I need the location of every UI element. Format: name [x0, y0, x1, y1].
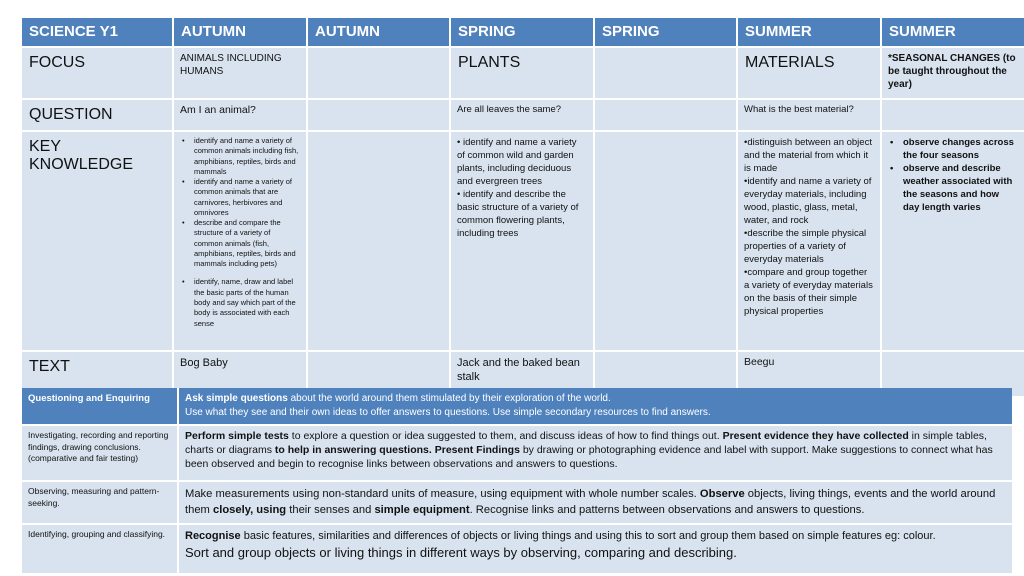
skill-obs-text: their senses and — [286, 504, 375, 517]
focus-spring-1: PLANTS — [451, 48, 593, 98]
knowledge-autumn-item: • identify and name a variety of common animals that are carnivores, herbivores and omnivores — [180, 177, 300, 218]
skill-inv-bold: Present Findings — [434, 444, 520, 457]
skill-label-investigating: Investigating, recording and reporting findings, drawing conclusions. (comparative and fair testing) — [22, 426, 177, 480]
skill-id-bold: Recognise — [185, 530, 241, 542]
key-knowledge-line-2: KNOWLEDGE — [29, 156, 134, 173]
knowledge-spring-2 — [595, 132, 736, 350]
skills-table — [22, 388, 1012, 571]
skill-text-investigating — [177, 426, 1012, 480]
skill-text-observing — [177, 482, 1012, 523]
knowledge-spring-1 — [451, 132, 593, 350]
skill-inv-text: to explore a question or idea suggested to them, and discuss ideas of how to find things out. — [288, 430, 723, 442]
skill-q-line2: Use what they see and their own ideas to offer answers to questions. Use simple secondary resources to find answers. — [185, 406, 711, 418]
skill-obs-bold: Observe — [699, 488, 745, 500]
skill-id-line2: Sort and group objects or living things in different ways by observing, comparing and describing. — [185, 545, 737, 561]
focus-summer-1: MATERIALS — [738, 48, 880, 98]
focus-summer-2: *SEASONAL CHANGES (to be taught throughout the year) — [882, 48, 1024, 98]
row-label-question: QUESTION — [22, 100, 172, 130]
header-summer-1: SUMMER — [738, 18, 880, 46]
row-label-focus: FOCUS — [22, 48, 172, 98]
skill-label-observing: Observing, measuring and pattern-seeking. — [22, 482, 177, 523]
knowledge-autumn-2 — [308, 132, 449, 350]
header-spring-1: SPRING — [451, 18, 593, 46]
question-spring-1: Are all leaves the same? — [451, 100, 593, 130]
text-spring-1: Jack and the baked bean stalk — [451, 352, 593, 396]
header-title: SCIENCE Y1 — [22, 18, 172, 46]
header-autumn-2: AUTUMN — [308, 18, 449, 46]
skill-obs-text: . Recognise links and patterns between observations and answers to questions. — [469, 504, 865, 517]
question-spring-2 — [595, 100, 736, 130]
skill-inv-bold: Perform simple tests — [185, 430, 289, 442]
key-knowledge-line-1: KEY — [29, 138, 62, 155]
skill-inv-text: in simple tables, charts or diagrams — [185, 430, 987, 457]
knowledge-autumn-item: • identify and name a variety of common animals including fish, amphibians, reptiles, birds and mammals — [180, 136, 300, 177]
skill-obs-bold: closely, using — [212, 504, 287, 517]
knowledge-autumn-item: • describe and compare the structure of a variety of common animals (fish, amphibians, reptiles, birds and mammals including pets) — [180, 218, 300, 269]
question-summer-1: What is the best material? — [738, 100, 880, 130]
skill-inv-text: by drawing or photographing evidence and label with support. Make suggestions to connect what has been observed and begin to recognise links between observations and answers to questions. — [185, 444, 993, 471]
knowledge-summer-1 — [738, 132, 880, 350]
skill-label-identifying: Identifying, grouping and classifying. — [22, 525, 177, 573]
focus-spring-2 — [595, 48, 736, 98]
row-label-text: TEXT — [22, 352, 172, 396]
header-autumn-1: AUTUMN — [174, 18, 306, 46]
skill-id-text: basic features, similarities and differences of objects or living things and using this to sort and group them based on simple features eg: colour. — [240, 530, 936, 542]
skill-label-questioning: Questioning and Enquiring — [22, 388, 177, 424]
knowledge-summer-item: •compare and group together a variety of everyday materials on the basis of their simple physical properties — [744, 267, 873, 317]
question-summer-2 — [882, 100, 1024, 130]
knowledge-autumn-item: • identify, name, draw and label the basic parts of the human body and say which part of the body is associated with each sense — [180, 277, 300, 328]
skill-inv-bold: to help in answering questions. — [274, 444, 432, 457]
skill-q-text: about the world around them stimulated by their exploration of the world. — [287, 393, 611, 404]
knowledge-summer-item: •distinguish between an object and the material from which it is made — [744, 137, 872, 174]
text-autumn-1: Bog Baby — [174, 352, 306, 396]
skill-text-identifying — [177, 525, 1012, 573]
focus-autumn-2 — [308, 48, 449, 98]
header-summer-2: SUMMER — [882, 18, 1024, 46]
knowledge-seasons-item: • observe and describe weather associated with the seasons and how day length varies — [888, 162, 1018, 214]
question-autumn-1: Am I an animal? — [174, 100, 306, 130]
knowledge-autumn-1 — [174, 132, 306, 350]
knowledge-spring-item: • identify and name a variety of common wild and garden plants, including deciduous and evergreen trees — [457, 137, 577, 187]
question-autumn-2 — [308, 100, 449, 130]
skill-text-questioning — [177, 388, 1012, 424]
knowledge-summer-item: •identify and name a variety of everyday materials, including wood, plastic, glass, metal, water, and rock — [744, 176, 872, 226]
skill-obs-bold: simple equipment — [374, 504, 470, 517]
knowledge-summer-2 — [882, 132, 1024, 350]
header-spring-2: SPRING — [595, 18, 736, 46]
knowledge-spring-item: • identify and describe the basic structure of a variety of common flowering plants, including trees — [457, 189, 579, 239]
focus-autumn-1: ANIMALS INCLUDING HUMANS — [174, 48, 306, 98]
knowledge-seasons-item: • observe changes across the four seasons — [888, 136, 1018, 162]
skill-inv-bold: Present evidence they have collected — [722, 430, 909, 442]
curriculum-table — [22, 18, 1016, 388]
row-label-key-knowledge — [22, 132, 172, 350]
knowledge-summer-item: •describe the simple physical properties of a variety of everyday materials — [744, 228, 867, 265]
skill-obs-text: objects, living things, events and the world around them — [185, 488, 996, 517]
skill-q-bold: Ask simple questions — [185, 393, 288, 404]
text-summer-1: Beegu — [738, 352, 880, 396]
skill-obs-text: Make measurements using non-standard units of measure, using equipment with whole number scales. — [185, 488, 700, 500]
